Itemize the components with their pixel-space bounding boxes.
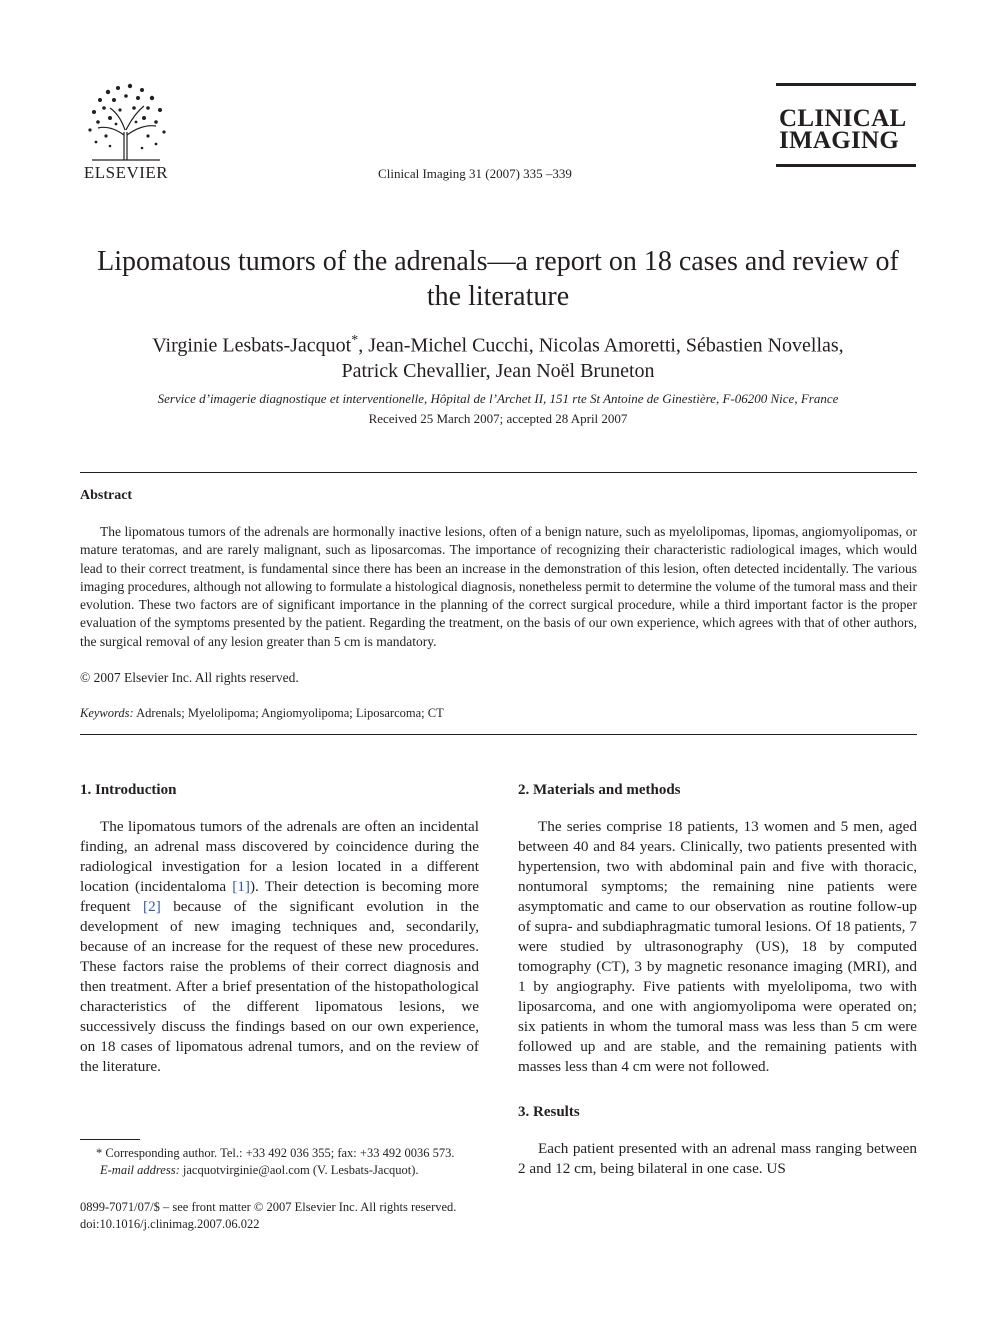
email-label: E-mail address: bbox=[100, 1163, 180, 1177]
elsevier-tree-icon bbox=[80, 80, 172, 162]
keywords-label: Keywords: bbox=[80, 706, 134, 720]
imprint bbox=[80, 1199, 456, 1233]
results-heading: 3. Results bbox=[518, 1104, 580, 1120]
imprint-line1: 0899-7071/07/$ – see front matter © 2007 Elsevier Inc. All rights reserved. bbox=[80, 1200, 457, 1214]
email-address[interactable]: jacquotvirginie@aol.com (V. Lesbats-Jacquot). bbox=[182, 1163, 419, 1177]
keywords bbox=[80, 706, 444, 721]
intro-text-1: The lipomatous tumors of the adrenals are often an incidental finding, an adrenal mass discovered by coincidence during the radiological investigation for a lesion located in a different location (incidentaloma bbox=[80, 818, 479, 895]
masthead-rule-top bbox=[776, 83, 916, 86]
divider-bottom bbox=[80, 734, 917, 735]
divider-top bbox=[80, 472, 917, 473]
methods-heading: 2. Materials and methods bbox=[518, 782, 681, 798]
publisher-wordmark: ELSEVIER bbox=[83, 163, 169, 182]
authors-rest: , Jean-Michel Cucchi, Nicolas Amoretti, Sébastien Novellas, bbox=[358, 334, 844, 357]
authors-line2: Patrick Chevallier, Jean Noël Bruneton bbox=[341, 359, 655, 382]
intro-text-3: because of the significant evolution in the development of new imaging techniques and, secondarily, because of an increase for the request of these new procedures. These factors raise the problems of their correct diagnosis and then treatment. After a brief presentation of the histopathological characteristics of the different lipomatous lesions, we successively discuss the findings based on our own experience, on 18 cases of lipomatous adrenal tumors, and on the review of the literature. bbox=[80, 898, 479, 1075]
journal-citation: Clinical Imaging 31 (2007) 335 –339 bbox=[378, 166, 572, 181]
author-list bbox=[80, 328, 916, 384]
intro-heading: 1. Introduction bbox=[80, 782, 177, 798]
doi[interactable]: doi:10.1016/j.clinimag.2007.06.022 bbox=[80, 1217, 260, 1231]
journal-name bbox=[779, 105, 916, 154]
received-dates: Received 25 March 2007; accepted 28 April 2007 bbox=[368, 411, 628, 426]
citation-link-2[interactable]: [2] bbox=[143, 898, 161, 915]
footnote-corresponding: * Corresponding author. Tel.: +33 492 036 355; fax: +33 492 0036 573. bbox=[96, 1146, 455, 1160]
article-title: Lipomatous tumors of the adrenals—a report on 18 cases and review of the literature bbox=[97, 246, 899, 312]
intro-paragraph bbox=[80, 817, 479, 1077]
abstract-text: The lipomatous tumors of the adrenals are hormonally inactive lesions, often of a benign nature, such as myelolipomas, lipomas, angiomyolipomas, or mature teratomas, and are rarely malignant, such as liposarcomas. The importance of recognizing their characteristic radiological images, which would lead to their correct treatment, is fundamental since there has been an increase in the demonstration of this lesion, often detected incidentally. The various imaging procedures, although not allowing to formulate a histological diagnosis, nonetheless permit to determine the volume of the tumoral mass and their evolution. These two factors are of significant importance in the planning of the correct surgical procedure, while a third important factor is the proper evaluation of the symptoms presented by the patient. Regarding the treatment, on the basis of our own experience, which agrees with that of other authors, the surgical removal of any lesion greater than 5 cm is mandatory. bbox=[80, 524, 917, 649]
footnote-email bbox=[100, 1162, 419, 1179]
keywords-list: Adrenals; Myelolipoma; Angiomyolipoma; Liposarcoma; CT bbox=[136, 706, 444, 720]
journal-name-line2: IMAGING bbox=[779, 127, 900, 154]
footnote-rule bbox=[80, 1139, 140, 1140]
journal-name-line1: CLINICAL bbox=[779, 105, 907, 132]
affiliation: Service d’imagerie diagnostique et interventionelle, Hôpital de l’Archet II, 151 rte St Antoine de Ginestière, F-06200 Nice, France bbox=[157, 391, 839, 406]
methods-paragraph: The series comprise 18 patients, 13 women and 5 men, aged between 40 and 84 years. Clinically, two patients presented with hypertension, two with abdominal pain and five with thoracic, nontumoral symptoms; the remaining nine patients were asymptomatic and came to our observation as routine follow-up of supra- and subdiaphragmatic tumoral lesions. Of 18 patients, 7 were studied by ultrasonography (US), 18 by computed tomography (CT), 3 by magnetic resonance imaging (MRI), and 1 by angiography. Five patients with myelolipoma, two with liposarcoma, and one with angiomyolipoma were operated on; six patients in whom the tumoral mass was less than 5 cm were followed up and are stable, and the remaining patients with masses less than 4 cm were not followed. bbox=[518, 818, 917, 1075]
masthead-rule-bottom bbox=[776, 164, 916, 167]
author-first: Virginie Lesbats-Jacquot bbox=[152, 334, 352, 357]
citation-link-1[interactable]: [1] bbox=[232, 878, 250, 895]
journal-masthead bbox=[776, 83, 916, 167]
intro-text-2: ). Their detection is becoming more frequent bbox=[80, 878, 480, 915]
results-paragraph: Each patient presented with an adrenal mass ranging between 2 and 12 cm, being bilateral in one case. US bbox=[518, 1140, 917, 1177]
elsevier-logo bbox=[80, 80, 172, 180]
abstract-heading: Abstract bbox=[80, 488, 133, 503]
corresponding-star: * bbox=[351, 333, 359, 348]
copyright: © 2007 Elsevier Inc. All rights reserved. bbox=[80, 670, 299, 685]
